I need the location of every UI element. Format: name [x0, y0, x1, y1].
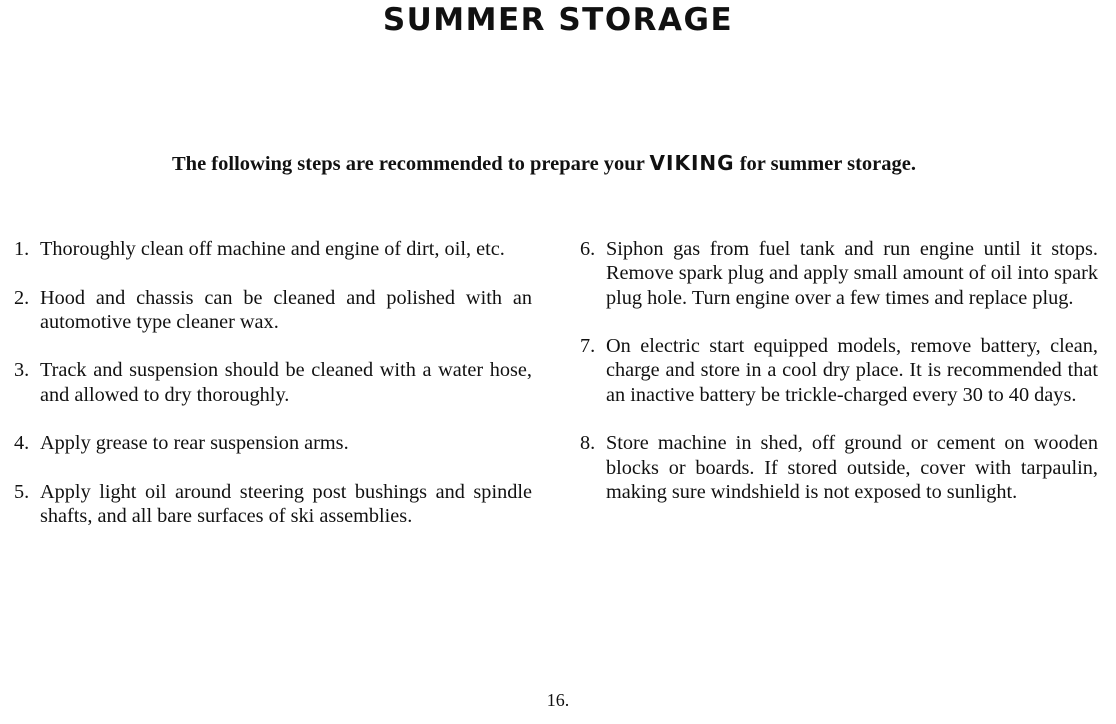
- steps-left-column: [14, 237, 532, 553]
- step-text: Apply grease to rear suspension arms.: [40, 432, 349, 455]
- step-number: 4.: [14, 432, 30, 455]
- brand-name: VIKING: [649, 151, 735, 175]
- step-item-8: [580, 431, 1098, 504]
- step-number: 2.: [14, 286, 30, 309]
- step-text: Hood and chassis can be cleaned and polished with an automotive type cleaner wax.: [40, 286, 532, 333]
- step-item-4: [14, 431, 532, 455]
- intro-before: The following steps are recommended to prepare your: [172, 153, 650, 175]
- step-item-1: [14, 237, 532, 261]
- step-text: Store machine in shed, off ground or cement on wooden blocks or boards. If stored outside, cover with tarpaulin, making sure windshield is not exposed to sunlight.: [606, 432, 1098, 503]
- step-number: 6.: [580, 238, 596, 260]
- step-number: 7.: [580, 335, 596, 358]
- step-number: 1.: [14, 238, 30, 260]
- step-item-5: [14, 480, 532, 529]
- step-text: Thoroughly clean off machine and engine of dirt, oil, etc.: [40, 238, 505, 260]
- step-number: 3.: [14, 359, 30, 382]
- step-item-6: [580, 237, 1098, 310]
- page-title: SUMMER STORAGE: [382, 2, 734, 38]
- step-item-7: [580, 334, 1098, 407]
- step-number: 5.: [14, 480, 30, 503]
- steps-right-column: [580, 237, 1098, 529]
- step-text: On electric start equipped models, remove battery, clean, charge and store in a cool dry place. It is recommended that an inactive battery be trickle-charged every 30 to 40 days.: [606, 335, 1098, 406]
- step-text: Apply light oil around steering post bushings and spindle shafts, and all bare surfaces of ski assemblies.: [40, 480, 532, 528]
- step-text: Siphon gas from fuel tank and run engine until it stops. Remove spark plug and apply small amount of oil into spark plug hole. Turn engine over a few times and replace plug.: [606, 238, 1098, 309]
- step-number: 8.: [580, 432, 596, 455]
- step-text: Track and suspension should be cleaned with a water hose, and allowed to dry thoroughly.: [40, 359, 532, 406]
- step-item-2: [14, 286, 532, 335]
- step-item-3: [14, 358, 532, 407]
- intro-text: [0, 151, 1088, 176]
- page-number: 16.: [546, 690, 570, 710]
- intro-after: for summer storage.: [734, 153, 916, 175]
